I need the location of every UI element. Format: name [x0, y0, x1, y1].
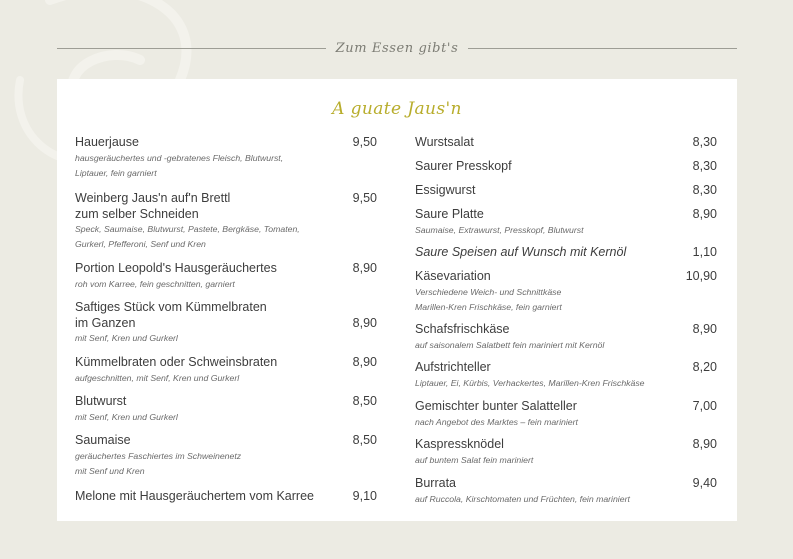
menu-item-price: 8,30	[692, 183, 717, 197]
menu-item-price: 8,50	[352, 433, 377, 447]
menu-item-price: 10,90	[685, 269, 717, 283]
menu-item-name: zum selber Schneiden	[75, 206, 199, 221]
menu-item	[75, 191, 377, 252]
menu-item	[415, 360, 717, 391]
menu-item	[415, 322, 717, 353]
menu-item	[75, 433, 377, 479]
menu-item-name: Saurer Presskopf	[415, 159, 512, 173]
menu-item-price: 8,30	[692, 135, 717, 149]
section-heading-rule	[57, 38, 737, 58]
menu-item-name: Gemischter bunter Salatteller	[415, 399, 577, 413]
divider-line-left	[57, 48, 326, 49]
menu-item-price: 8,90	[692, 207, 717, 221]
menu-item	[415, 437, 717, 468]
menu-item-price: 8,90	[352, 315, 377, 330]
menu-item	[415, 245, 717, 261]
menu-item	[415, 269, 717, 315]
menu-item-name: Aufstrichteller	[415, 360, 491, 374]
menu-item	[415, 207, 717, 238]
menu-item-description: Saumaise, Extrawurst, Presskopf, Blutwurst	[415, 224, 584, 235]
menu-item-price: 9,50	[352, 191, 377, 205]
menu-card	[57, 79, 737, 521]
menu-item-name: Saftiges Stück vom Kümmelbraten	[75, 300, 267, 314]
menu-item	[75, 300, 377, 346]
menu-item-name: Weinberg Jaus'n auf'n Brettl	[75, 191, 231, 205]
menu-item-description: aufgeschnitten, mit Senf, Kren und Gurkerl	[75, 372, 240, 383]
menu-item-name: Wurstsalat	[415, 135, 474, 149]
menu-item	[415, 135, 717, 151]
menu-item-name: Blutwurst	[75, 394, 127, 408]
menu-item	[75, 261, 377, 292]
menu-item-description: hausgeräuchertes und -gebratenes Fleisch, Blutwurst,	[75, 152, 284, 163]
menu-item-description: geräuchertes Faschiertes im Schweinenetz	[75, 450, 242, 461]
menu-item-name: Essigwurst	[415, 183, 476, 197]
menu-item-name: im Ganzen	[75, 315, 136, 330]
menu-item-name: Käsevariation	[415, 269, 491, 283]
menu-item-name: Melone mit Hausgeräuchertem vom Karree	[75, 489, 314, 503]
menu-item-price: 8,90	[692, 322, 717, 336]
menu-item-description: mit Senf und Kren	[75, 465, 145, 476]
menu-item	[415, 159, 717, 175]
menu-item-price: 7,00	[692, 399, 717, 413]
menu-item-name: Kümmelbraten oder Schweinsbraten	[75, 355, 278, 369]
menu-item-description: auf buntem Salat fein mariniert	[415, 454, 534, 465]
menu-item-name: Saure Speisen auf Wunsch mit Kernöl	[415, 245, 627, 259]
menu-item-description: mit Senf, Kren und Gurkerl	[75, 333, 178, 343]
menu-item-name: Hauerjause	[75, 135, 139, 149]
menu-item-description: auf Ruccola, Kirschtomaten und Früchten, fein mariniert	[415, 493, 630, 504]
menu-item-description: Gurkerl, Pfefferoni, Senf und Kren	[75, 239, 206, 249]
menu-item-name: Portion Leopold's Hausgeräuchertes	[75, 261, 277, 275]
menu-item-price: 8,30	[692, 159, 717, 173]
menu-item-price: 8,90	[352, 261, 377, 275]
menu-item	[75, 135, 377, 181]
section-heading: Zum Essen gibt's	[335, 40, 459, 56]
divider-line-right	[468, 48, 737, 49]
menu-item-description: Marillen-Kren Frischkäse, fein garniert	[415, 301, 562, 312]
menu-item-description: roh vom Karree, fein geschnitten, garniert	[75, 278, 235, 289]
menu-item-name: Saure Platte	[415, 207, 484, 221]
menu-item-name: Saumaise	[75, 433, 131, 447]
menu-item	[415, 183, 717, 199]
menu-item-name: Schafsfrischkäse	[415, 322, 510, 336]
menu-item-price: 1,10	[692, 245, 717, 259]
menu-item	[415, 399, 717, 430]
menu-item-description: Speck, Saumaise, Blutwurst, Pastete, Bergkäse, Tomaten,	[75, 224, 300, 234]
menu-item-price: 8,20	[692, 360, 717, 374]
menu-card-title: A guate Jaus'n	[332, 99, 462, 119]
menu-item-description: auf saisonalem Salatbett fein mariniert mit Kernöl	[415, 339, 605, 350]
menu-item-name: Kaspressknödel	[415, 437, 504, 451]
menu-item	[415, 476, 717, 507]
menu-item	[75, 489, 377, 505]
menu-item-description: nach Angebot des Marktes – fein mariniert	[415, 416, 578, 427]
menu-item	[75, 394, 377, 425]
menu-item-price: 8,50	[352, 394, 377, 408]
menu-item-price: 9,10	[352, 489, 377, 503]
menu-item-price: 8,90	[352, 355, 377, 369]
menu-item-price: 9,40	[692, 476, 717, 490]
menu-item-price: 8,90	[692, 437, 717, 451]
menu-item-description: Verschiedene Weich- und Schnittkäse	[415, 286, 562, 297]
menu-item-name: Burrata	[415, 476, 456, 490]
menu-item-description: mit Senf, Kren und Gurkerl	[75, 411, 178, 422]
menu-item-description: Liptauer, Ei, Kürbis, Verhackertes, Marillen-Kren Frischkäse	[415, 377, 645, 388]
menu-item-description: Liptauer, fein garniert	[75, 167, 157, 178]
menu-item-price: 9,50	[352, 135, 377, 149]
menu-item	[75, 355, 377, 386]
